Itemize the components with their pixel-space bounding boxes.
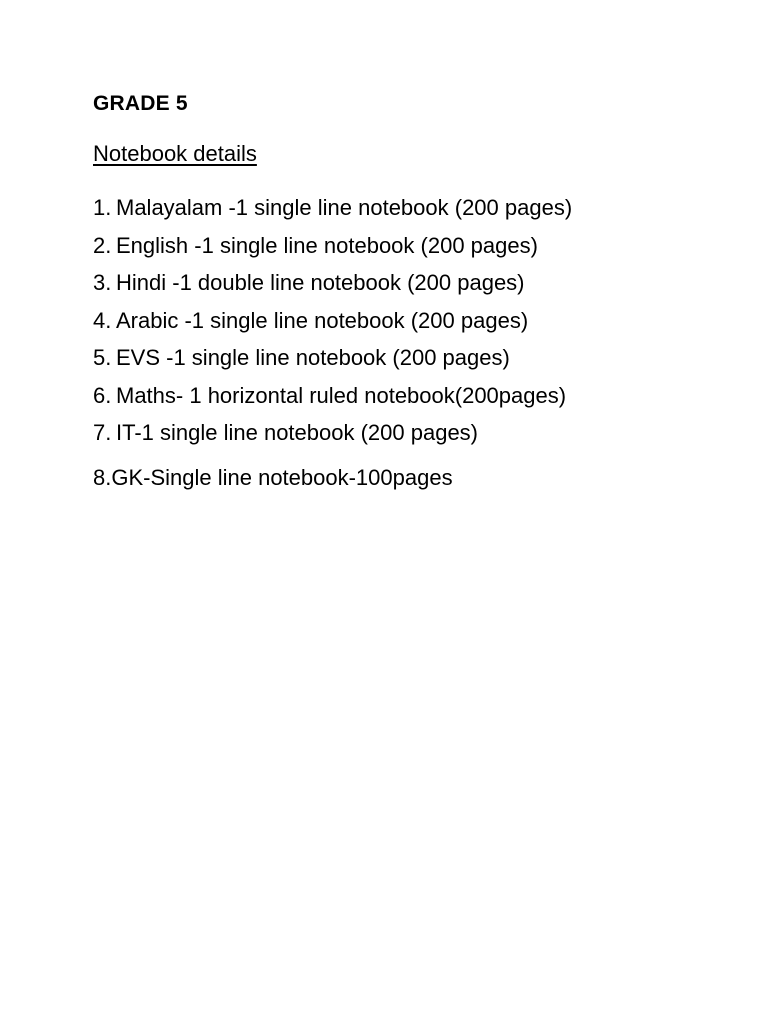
item-number: 7. — [93, 420, 112, 445]
item-text: English -1 single line notebook (200 pages) — [116, 232, 538, 258]
notebook-list — [93, 189, 572, 452]
grade-title: GRADE 5 — [93, 92, 188, 115]
list-item — [93, 264, 572, 302]
list-item — [93, 339, 572, 377]
list-item — [93, 227, 572, 265]
section-heading: Notebook details — [93, 141, 257, 166]
item-text: EVS -1 single line notebook (200 pages) — [116, 345, 510, 370]
item-number: 3. — [93, 270, 112, 295]
item-text: Hindi -1 double line notebook (200 pages) — [116, 270, 525, 295]
item-number: 1. — [93, 195, 112, 220]
item-text: IT-1 single line notebook (200 pages) — [116, 420, 479, 445]
item-text: Malayalam -1 single line notebook (200 pages) — [116, 195, 573, 220]
item-number: 4. — [93, 307, 112, 333]
item-number: 5. — [93, 345, 112, 370]
list-item — [93, 302, 572, 340]
list-item — [93, 414, 572, 452]
extra-list-item: 8.GK-Single line notebook-100pages — [93, 465, 453, 490]
list-item — [93, 377, 572, 415]
item-number: 2. — [93, 232, 112, 258]
item-text: Maths- 1 horizontal ruled notebook(200pages) — [116, 382, 567, 408]
item-text: Arabic -1 single line notebook (200 pages) — [116, 307, 529, 333]
list-item — [93, 189, 572, 227]
item-number: 6. — [93, 382, 112, 408]
